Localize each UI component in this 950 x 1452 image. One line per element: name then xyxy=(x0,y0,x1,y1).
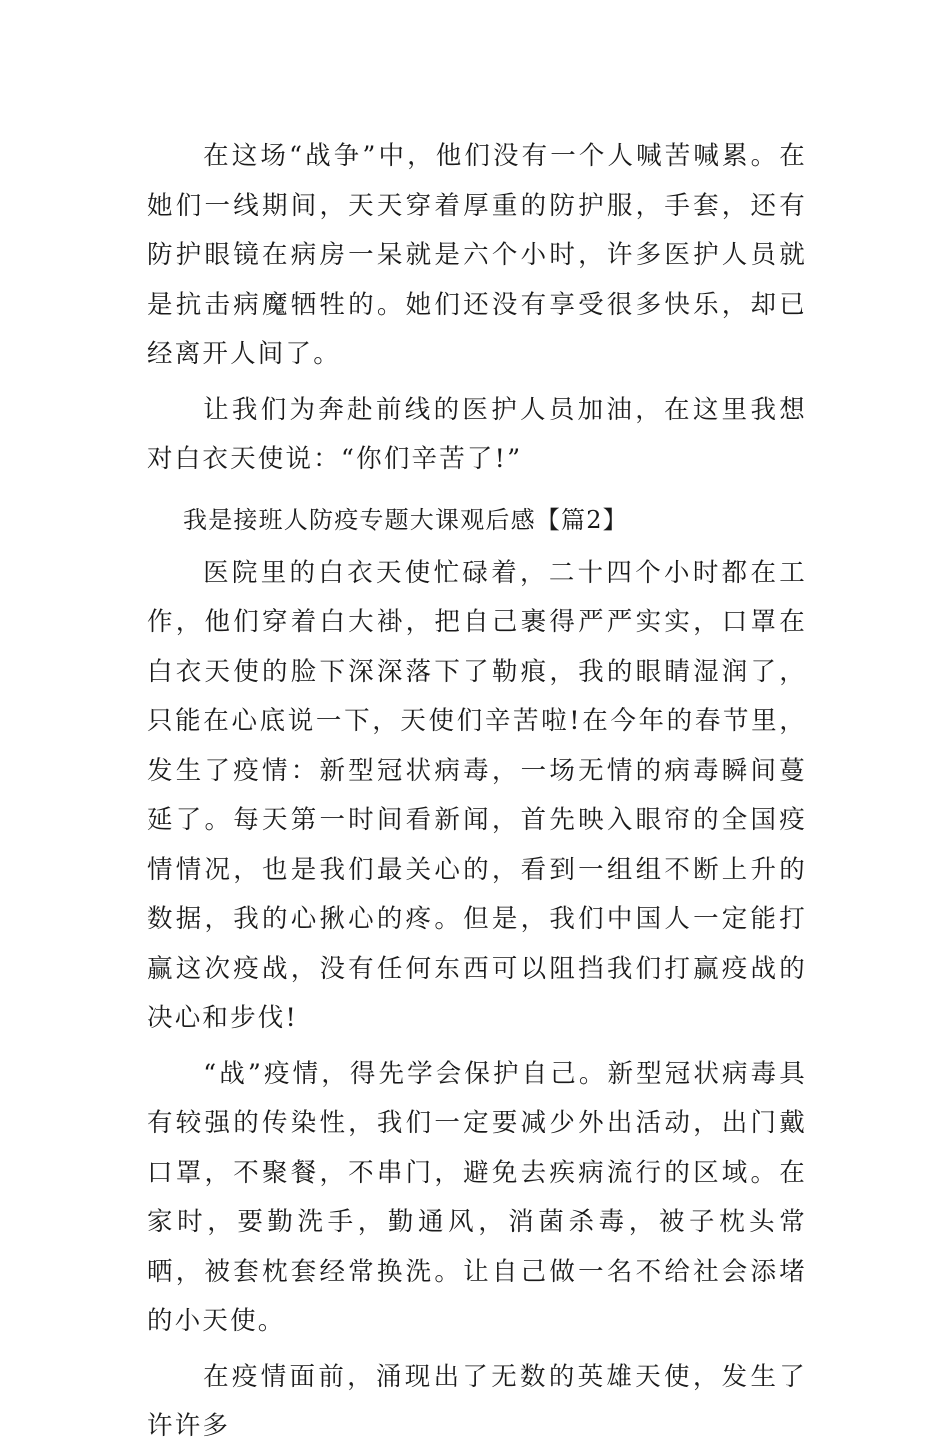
section-heading: 我是接班人防疫专题大课观后感【篇2】 xyxy=(183,505,628,534)
paragraph-5: 在疫情面前，涌现出了无数的英雄天使，发生了许许多 xyxy=(147,1361,807,1441)
paragraph-2: 让我们为奔赴前线的医护人员加油，在这里我想对白衣天使说：“你们辛苦了!” xyxy=(147,394,807,474)
document-body xyxy=(147,132,807,1452)
paragraph-3: 医院里的白衣天使忙碌着，二十四个小时都在工作，他们穿着白大褂，把自己裹得严严实实，口罩在白衣天使的脸下深深落下了勒痕，我的眼睛湿润了，只能在心底说一下，天使们辛苦啦!在今年的春节里，发生了疫情：新型冠状病毒，一场无情的病毒瞬间蔓延了。每天第一时间看新闻，首先映入眼帘的全国疫情情况，也是我们最关心的，看到一组组不断上升的数据，我的心揪心的疼。但是，我们中国人一定能打赢这次疫战，没有任何东西可以阻挡我们打赢疫战的决心和步伐! xyxy=(147,557,807,1033)
paragraph-1: 在这场“战争”中，他们没有一个人喊苦喊累。在她们一线期间，天天穿着厚重的防护服，手套，还有防护眼镜在病房一呆就是六个小时，许多医护人员就是抗击病魔牺牲的。她们还没有享受很多快乐，却已经离开人间了。 xyxy=(147,141,807,369)
paragraph-4: “战”疫情，得先学会保护自己。新型冠状病毒具有较强的传染性，我们一定要减少外出活动，出门戴口罩，不聚餐，不串门，避免去疾病流行的区域。在家时，要勤洗手，勤通风，消菌杀毒，被子枕头常晒，被套枕套经常换洗。让自己做一名不给社会添堵的小天使。 xyxy=(147,1058,807,1336)
